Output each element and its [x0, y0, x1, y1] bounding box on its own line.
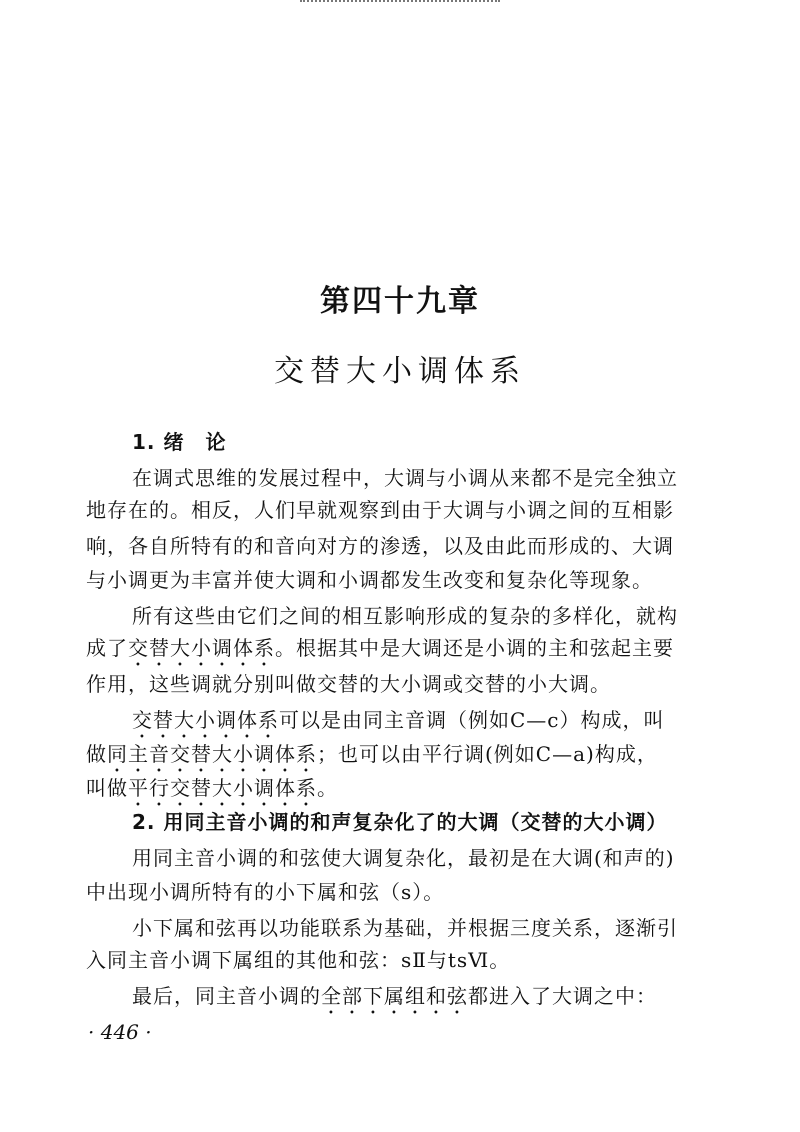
paragraph-line	[132, 980, 732, 1019]
text-run: 成了	[86, 636, 128, 660]
text-run: 最后，同主音小调的	[132, 984, 321, 1008]
text-run: 。根据其中是大调还是小调的主和弦起主要	[275, 636, 674, 660]
chapter-title: 第四十九章	[320, 284, 480, 319]
paragraph-line: 地存在的。相反，人们早就观察到由于大调与小调之间的互相影	[86, 498, 674, 522]
paragraph-line: 与小调更为丰富并使大调和小调都发生改变和复杂化等现象。	[86, 568, 653, 592]
paragraph-line: 作用，这些调就分别叫做交替的大小调或交替的小大调。	[86, 672, 611, 696]
paragraph-line: 入同主音小调下属组的其他和弦：sⅡ与tsⅥ。	[86, 948, 511, 972]
paragraph-line: 中出现小调所特有的小下属和弦（s）。	[86, 880, 445, 904]
paragraph-line: 响，各自所特有的和音向对方的渗透，以及由此而形成的、大调	[86, 534, 674, 558]
paragraph-line: 在调式思维的发展过程中，大调与小调从来都不是完全独立	[132, 466, 678, 490]
text-run: 可以是由同主音调（例如C—c）构成，叫	[279, 708, 665, 732]
section-2-heading: 2. 用同主音小调的和声复杂化了的大调（交替的大小调）	[132, 810, 668, 834]
text-run: ；也可以由平行调(例如C—a)构成，	[317, 742, 658, 766]
text-run: 都进入了大调之中：	[468, 984, 657, 1008]
emphasized-term: 同主音交替大小调体系	[107, 742, 317, 766]
section-1-heading: 1. 绪 论	[132, 430, 227, 454]
emphasized-term: 全部下属组和弦	[321, 984, 468, 1008]
paragraph-line: 所有这些由它们之间的相互影响形成的复杂的多样化，就构	[132, 604, 678, 628]
chapter-subtitle: 交替大小调体系	[274, 354, 526, 389]
emphasized-term: 平行交替大小调体系	[128, 776, 317, 800]
page-number: · 446 ·	[88, 1020, 152, 1044]
text-run: 叫做	[86, 776, 128, 800]
paragraph-line	[86, 632, 726, 671]
text-run: 做	[86, 742, 107, 766]
emphasized-term: 交替大小调体系	[128, 636, 275, 660]
emphasized-term: 交替大小调体系	[132, 708, 279, 732]
text-run: 。	[317, 776, 338, 800]
top-edge-mark	[300, 0, 500, 5]
paragraph-line: 小下属和弦再以功能联系为基础，并根据三度关系，逐渐引	[132, 916, 678, 940]
paragraph-line: 用同主音小调的和弦使大调复杂化，最初是在大调(和声的)	[132, 846, 675, 870]
